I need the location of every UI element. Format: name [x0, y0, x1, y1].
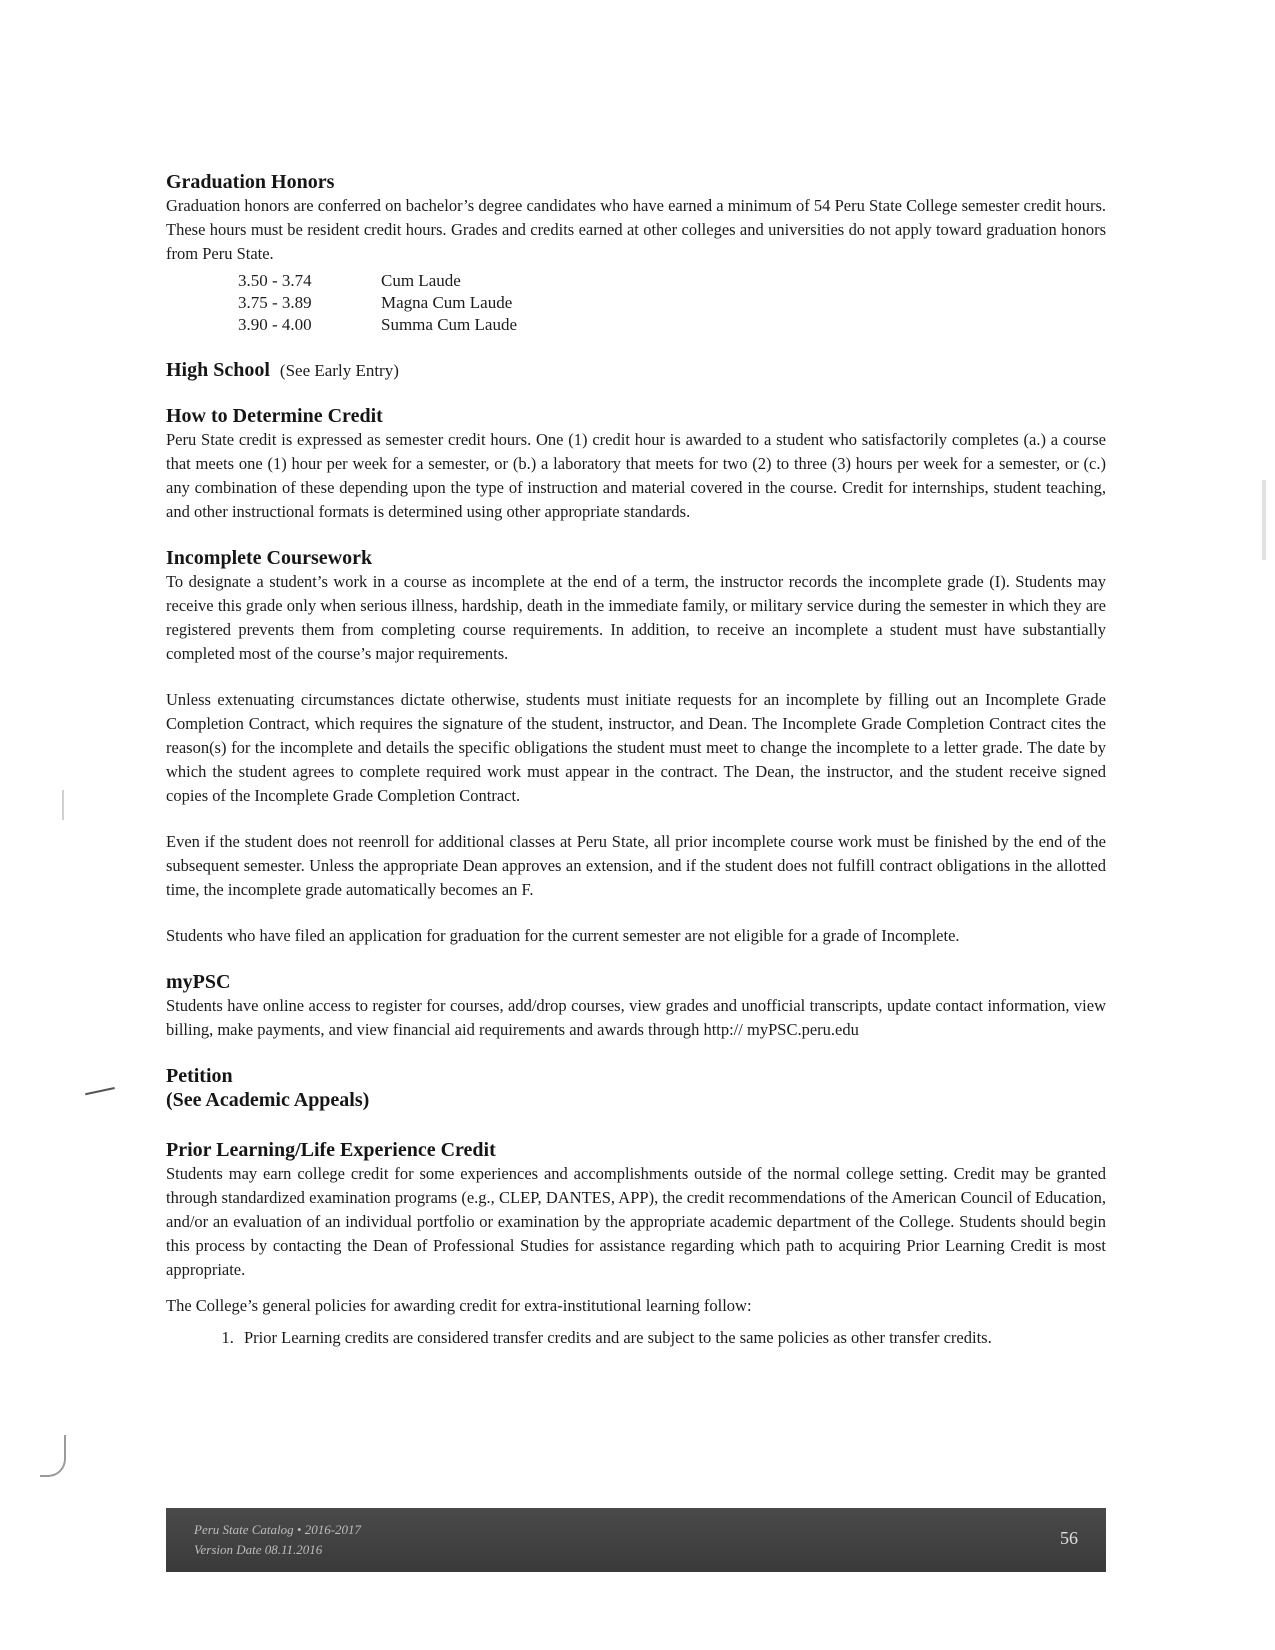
- section-body: Peru State credit is expressed as semester credit hours. One (1) credit hour is awarded to a student who satisfactorily completes (a.) a course that meets one (1) hour per week for a semester, or (b.) a laboratory that meets for two (2) to three (3) hours per week for a semester, or (c.) any combination of these depending upon the type of instruction and material covered in the course. Credit for internships, student teaching, and other instructional formats is determined using other appropriate standards.: [166, 430, 1106, 521]
- section-body: Graduation honors are conferred on bachelor’s degree candidates who have earned a minimum of 54 Peru State College semester credit hours. These hours must be resident credit hours. Grades and credits earned at other colleges and universities do not apply toward graduation honors from Peru State.: [166, 196, 1106, 263]
- page-footer: [166, 1508, 1106, 1572]
- list-item: 1. Prior Learning credits are considered transfer credits and are subject to the same policies as other transfer credits.: [238, 1326, 1106, 1350]
- scan-artifact: [40, 1435, 66, 1477]
- honors-table: [238, 270, 517, 336]
- section-heading: myPSC: [166, 971, 231, 993]
- honors-row: [238, 314, 517, 336]
- section-paragraph: Students who have filed an application for graduation for the current semester are not eligible for a grade of Incomplete.: [166, 926, 960, 945]
- scan-artifact: [1262, 480, 1266, 560]
- section-determine-credit: [166, 404, 1106, 524]
- honors-row: [238, 292, 517, 314]
- section-petition: [166, 1064, 1106, 1112]
- section-paragraph: Unless extenuating circumstances dictate otherwise, students must initiate requests for an incomplete by filling out an Incomplete Grade Completion Contract, which requires the signature of the student, instructor, and Dean. The Incomplete Grade Completion Contract cites the reason(s) for the incomplete and details the specific obligations the student must meet to change the incomplete to a letter grade. The date by which the student agrees to complete required work must appear in the contract. The Dean, the instructor, and the student receive signed copies of the Incomplete Grade Completion Contract.: [166, 690, 1106, 805]
- honor-title: Magna Cum Laude: [381, 293, 513, 312]
- section-heading: Prior Learning/Life Experience Credit: [166, 1139, 496, 1161]
- cross-reference: (See Academic Appeals): [166, 1089, 370, 1111]
- page-number: 56: [1060, 1528, 1078, 1548]
- section-paragraph: To designate a student’s work in a course as incomplete at the end of a term, the instructor records the incomplete grade (I). Students may receive this grade only when serious illness, hardship, death in the immediate family, or military service during the semester in which they are registered prevents them from completing course requirements. In addition, to receive an incomplete a student must have substantially completed most of the course’s major requirements.: [166, 572, 1106, 663]
- section-paragraph: Even if the student does not reenroll for additional classes at Peru State, all prior incomplete course work must be finished by the end of the subsequent semester. Unless the appropriate Dean approves an extension, and if the student does not fulfill contract obligations in the allotted time, the incomplete grade automatically becomes an F.: [166, 832, 1106, 899]
- pen-mark: [85, 1087, 117, 1105]
- catalog-title: Peru State Catalog • 2016-2017: [194, 1522, 362, 1537]
- version-date: Version Date 08.11.2016: [194, 1542, 323, 1557]
- honors-row: [238, 270, 517, 292]
- section-body: Students have online access to register for courses, add/drop courses, view grades and unofficial transcripts, update contact information, view billing, make payments, and view financial aid requirements and awards through http:// myPSC.peru.edu: [166, 996, 1106, 1039]
- gpa-range: 3.90 - 4.00: [238, 315, 312, 334]
- section-prior-learning: [166, 1138, 1106, 1350]
- section-heading: High School: [166, 359, 270, 381]
- section-heading: Graduation Honors: [166, 171, 335, 193]
- section-paragraph: Students may earn college credit for some experiences and accomplishments outside of the normal college setting. Credit may be granted through standardized examination programs (e.g., CLEP, DANTES, APP), the credit recommendations of the American Council of Education, and/or an evaluation of an individual portfolio or examination by the appropriate academic department of the College. Students should begin this process by contacting the Dean of Professional Studies for assistance regarding which path to acquiring Prior Learning Credit is most appropriate.: [166, 1164, 1106, 1279]
- scan-artifact: [62, 790, 64, 820]
- section-heading: How to Determine Credit: [166, 405, 383, 427]
- section-heading: Petition: [166, 1065, 233, 1087]
- catalog-page: [166, 170, 1106, 1350]
- section-high-school: [166, 358, 1106, 382]
- honor-title: Summa Cum Laude: [381, 315, 517, 334]
- section-mypsc: [166, 970, 1106, 1042]
- gpa-range: 3.75 - 3.89: [238, 293, 312, 312]
- section-incomplete: [166, 546, 1106, 948]
- gpa-range: 3.50 - 3.74: [238, 271, 312, 290]
- section-graduation-honors: [166, 170, 1106, 336]
- cross-reference: (See Early Entry): [279, 361, 399, 380]
- section-heading: Incomplete Coursework: [166, 547, 373, 569]
- section-paragraph: The College’s general policies for awarding credit for extra-institutional learning follow:: [166, 1296, 752, 1315]
- policy-list: [166, 1326, 1106, 1350]
- honor-title: Cum Laude: [381, 271, 461, 290]
